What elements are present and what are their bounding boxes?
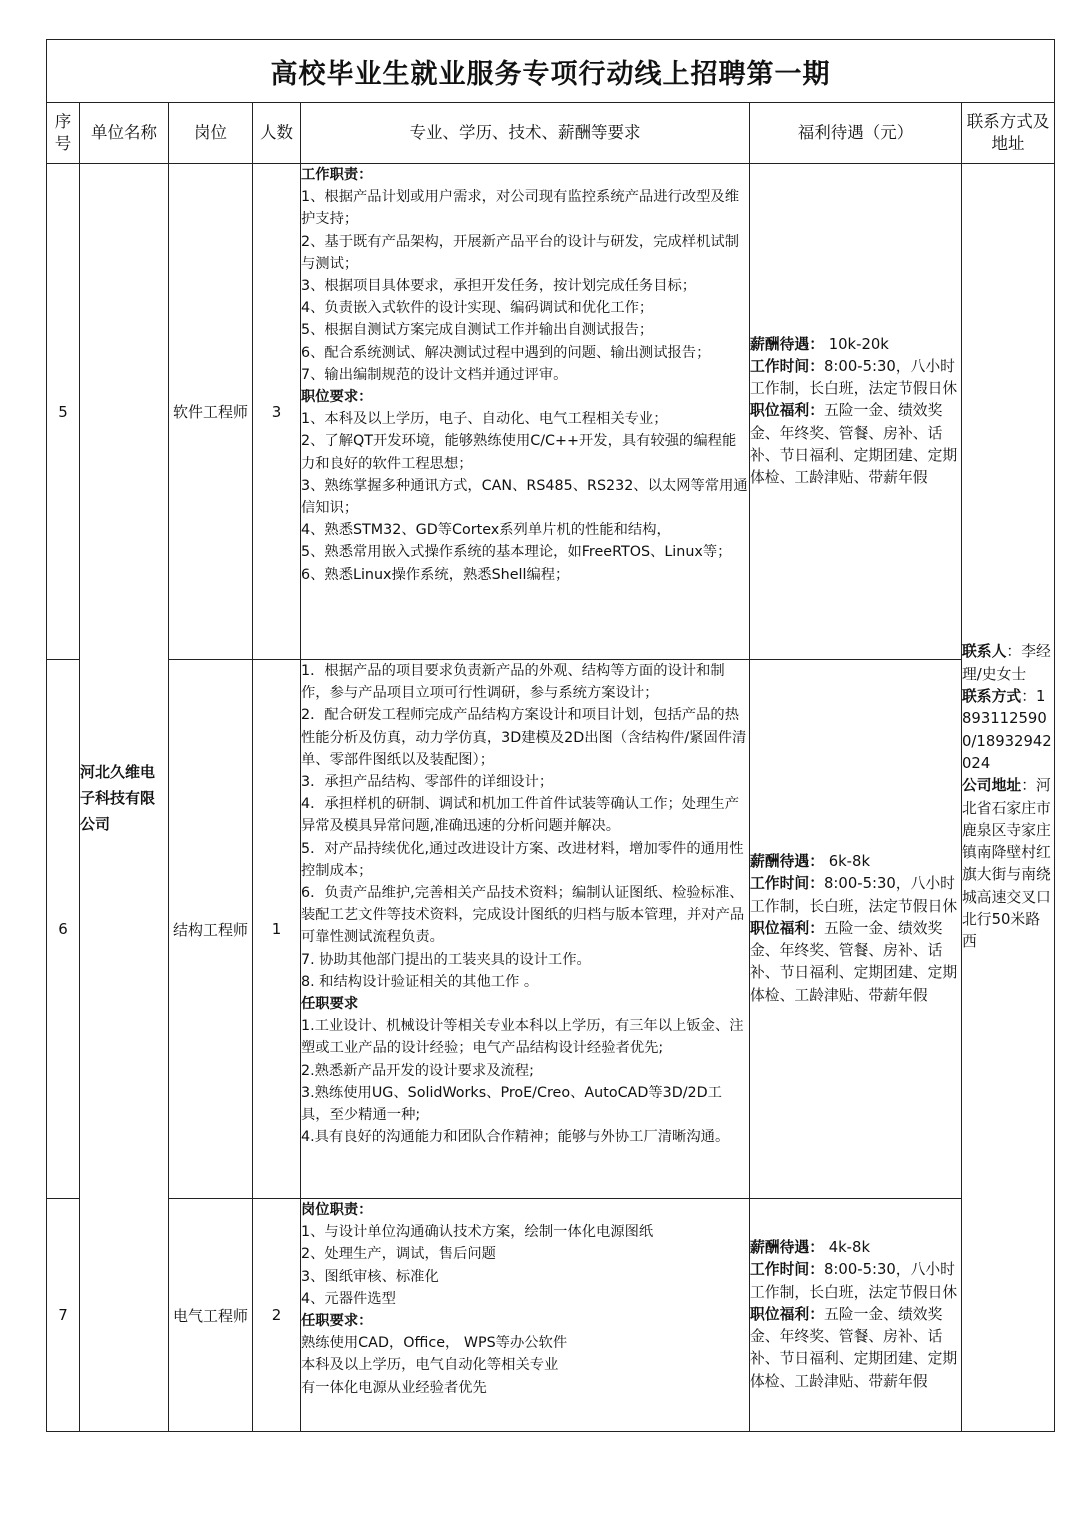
requirement-line: 7、输出编制规范的设计文档并通过评审。 (301, 366, 568, 383)
benefit-label: 职位福利： (750, 402, 824, 420)
benefit-value: 8:00-5:30，八小时工作制，长白班，法定节假日休 (750, 875, 958, 915)
contact-value: ：李经理/史女士 (962, 643, 1051, 683)
benefit-value: 五险一金、绩效奖金、年终奖、管餐、房补、话补、节日福利、定期团建、定期体检、工龄津贴、带薪年假 (750, 919, 958, 1004)
requirement-line: 3、熟练掌握多种通讯方式，CAN、RS485、RS232、以太网等常用通信知识； (301, 477, 748, 517)
section-heading: 岗位职责： (301, 1202, 373, 1218)
benefit-line (750, 334, 961, 356)
requirement-line: 6、熟悉Linux操作系统，熟悉Shell编程； (301, 566, 570, 583)
section-heading: 任职要求 (301, 996, 359, 1013)
header-requirements: 专业、学历、技术、薪酬等要求 (301, 103, 750, 164)
contact-line (962, 641, 1054, 686)
section-heading: 工作职责： (301, 167, 373, 183)
requirement-line: 本科及以上学历，电气自动化等相关专业 (301, 1357, 559, 1374)
requirement-line: 2、处理生产，调试，售后问题 (301, 1246, 496, 1263)
benefit-line (750, 356, 961, 400)
row-benefits (750, 164, 962, 660)
requirement-line: 5、根据自测试方案完成自测试工作并输出自测试报告； (301, 322, 654, 339)
benefit-label: 薪酬待遇： (750, 1239, 824, 1257)
benefit-line (750, 1237, 961, 1259)
row-benefits (750, 660, 962, 1199)
requirement-line: 2、了解QT开发环境，能够熟练使用C/C++开发，具有较强的编程能力和良好的软件工程思想； (301, 433, 737, 472)
benefit-label: 工作时间： (750, 357, 824, 375)
benefit-value: 五险一金、绩效奖金、年终奖、管餐、房补、话补、节日福利、定期团建、定期体检、工龄津贴、带薪年假 (750, 402, 958, 486)
benefit-label: 薪酬待遇： (750, 853, 824, 871)
benefit-value: 4k-8k (824, 1239, 871, 1257)
table-row (47, 660, 1055, 1199)
row-position: 电气工程师 (169, 1199, 253, 1432)
row-count: 2 (253, 1199, 301, 1432)
benefit-label: 职位福利： (750, 1305, 824, 1323)
contact-label: 联系方式 (962, 688, 1022, 706)
benefit-line (750, 400, 961, 489)
recruitment-table (46, 39, 1055, 1432)
header-count: 人数 (253, 103, 301, 164)
requirement-line: 4、元器件选型 (301, 1290, 396, 1307)
table-row (47, 1199, 1055, 1432)
row-index: 6 (47, 660, 80, 1199)
requirement-line: 1.工业设计、机械设计等相关专业本科以上学历，有三年以上钣金、注塑或工业产品的设计经验；电气产品结构设计经验者优先; (301, 1018, 744, 1057)
contact-value: ：河北省石家庄市鹿泉区寺家庄镇南降壁村红旗大街与南绕城高速交叉口北行50米路西 (962, 777, 1051, 951)
contact-line (962, 775, 1054, 953)
requirement-line: 2、基于既有产品架构，开展新产品平台的设计与研发，完成样机试制与测试； (301, 233, 739, 272)
row-requirements (301, 1199, 750, 1432)
header-benefits: 福利待遇（元） (750, 103, 962, 164)
contact-value: ：18931125900/18932942024 (962, 688, 1052, 772)
requirement-line: 3、图纸审核、标准化 (301, 1268, 439, 1285)
requirement-line: 5．对产品持续优化,通过改进设计方案、改进材料，增加零件的通用性控制成本； (301, 840, 744, 879)
row-benefits (750, 1199, 962, 1432)
requirement-line: 3．承担产品结构、零部件的详细设计； (301, 774, 554, 791)
benefit-value: 8:00-5:30，八小时工作制，长白班，法定节假日休 (750, 1261, 958, 1301)
contact-label: 联系人 (962, 643, 1007, 661)
contact-label: 公司地址 (962, 777, 1022, 795)
company-name: 河北久维电子科技有限公司 (80, 164, 169, 1432)
benefit-value: 8:00-5:30，八小时工作制，长白班，法定节假日休 (750, 357, 958, 398)
requirement-line: 7. 协助其他部门提出的工装夹具的设计工作。 (301, 951, 591, 968)
requirement-line: 熟练使用CAD，Office， WPS等办公软件 (301, 1335, 568, 1352)
benefit-label: 薪酬待遇： (750, 335, 824, 353)
contact-info (962, 164, 1055, 1432)
benefit-line (750, 1259, 961, 1303)
row-position: 软件工程师 (169, 164, 253, 660)
requirement-line: 3、根据项目具体要求，承担开发任务，按计划完成任务目标； (301, 278, 697, 295)
requirement-line: 4.具有良好的沟通能力和团队合作精神；能够与外协工厂清晰沟通。 (301, 1129, 730, 1146)
requirement-line: 6、配合系统测试、解决测试过程中遇到的问题、输出测试报告； (301, 344, 711, 361)
requirement-line: 4、熟悉STM32、GD等Cortex系列单片机的性能和结构， (301, 522, 671, 539)
row-requirements (301, 660, 750, 1199)
requirement-line: 1、与设计单位沟通确认技术方案，绘制一体化电源图纸 (301, 1224, 654, 1241)
benefit-line (750, 1304, 961, 1393)
row-requirements (301, 164, 750, 660)
benefit-label: 职位福利： (750, 919, 824, 937)
requirement-line: 2．配合研发工程师完成产品结构方案设计和项目计划，包括产品的热性能分析及仿真，动力学仿真，3D建模及2D出图（含结构件/紧固件清单、零部件图纸以及装配图）； (301, 707, 747, 768)
row-count: 1 (253, 660, 301, 1199)
section-heading: 职位要求： (301, 389, 373, 406)
benefit-line (750, 851, 961, 873)
row-index: 7 (47, 1199, 80, 1432)
header-contact: 联系方式及地址 (962, 103, 1055, 164)
requirement-line: 1．根据产品的项目要求负责新产品的外观、结构等方面的设计和制作，参与产品项目立项可行性调研，参与系统方案设计； (301, 663, 725, 702)
page-title: 高校毕业生就业服务专项行动线上招聘第一期 (47, 40, 1055, 103)
header-index: 序号 (47, 103, 80, 164)
requirement-line: 4．承担样机的研制、调试和机加工件首件试装等确认工作；处理生产异常及模具异常问题,准确迅速的分析问题并解决。 (301, 796, 739, 835)
row-position: 结构工程师 (169, 660, 253, 1199)
benefit-label: 工作时间： (750, 1261, 824, 1279)
requirement-line: 1、根据产品计划或用户需求，对公司现有监控系统产品进行改型及维护支持； (301, 189, 739, 228)
table-row (47, 164, 1055, 660)
benefit-value: 6k-8k (824, 853, 871, 871)
requirement-line: 4、负责嵌入式软件的设计实现、编码调试和优化工作； (301, 300, 654, 317)
benefit-line (750, 873, 961, 917)
row-index: 5 (47, 164, 80, 660)
requirement-line: 3.熟练使用UG、SolidWorks、ProE/Creo、AutoCAD等3D/2D工具，至少精通一种; (301, 1084, 722, 1124)
requirement-line: 5、熟悉常用嵌入式操作系统的基本理论，如FreeRTOS、Linux等； (301, 544, 732, 561)
benefit-line (750, 918, 961, 1007)
requirement-line: 有一体化电源从业经验者优先 (301, 1379, 487, 1396)
header-company: 单位名称 (80, 103, 169, 164)
section-heading: 任职要求： (301, 1313, 373, 1330)
benefit-value: 10k-20k (824, 335, 889, 353)
requirement-line: 1、本科及以上学历，电子、自动化、电气工程相关专业； (301, 411, 668, 428)
header-position: 岗位 (169, 103, 253, 164)
benefit-value: 五险一金、绩效奖金、年终奖、管餐、房补、话补、节日福利、定期团建、定期体检、工龄津贴、带薪年假 (750, 1305, 958, 1390)
row-count: 3 (253, 164, 301, 660)
requirement-line: 2.熟悉新产品开发的设计要求及流程; (301, 1062, 534, 1079)
requirement-line: 6．负责产品维护,完善相关产品技术资料；编制认证图纸、检验标准、装配工艺文件等技术资料，完成设计图纸的归档与版本管理，并对产品可靠性测试流程负责。 (301, 885, 745, 946)
requirement-line: 8. 和结构设计验证相关的其他工作 。 (301, 973, 539, 990)
contact-line (962, 686, 1054, 775)
benefit-label: 工作时间： (750, 875, 824, 893)
